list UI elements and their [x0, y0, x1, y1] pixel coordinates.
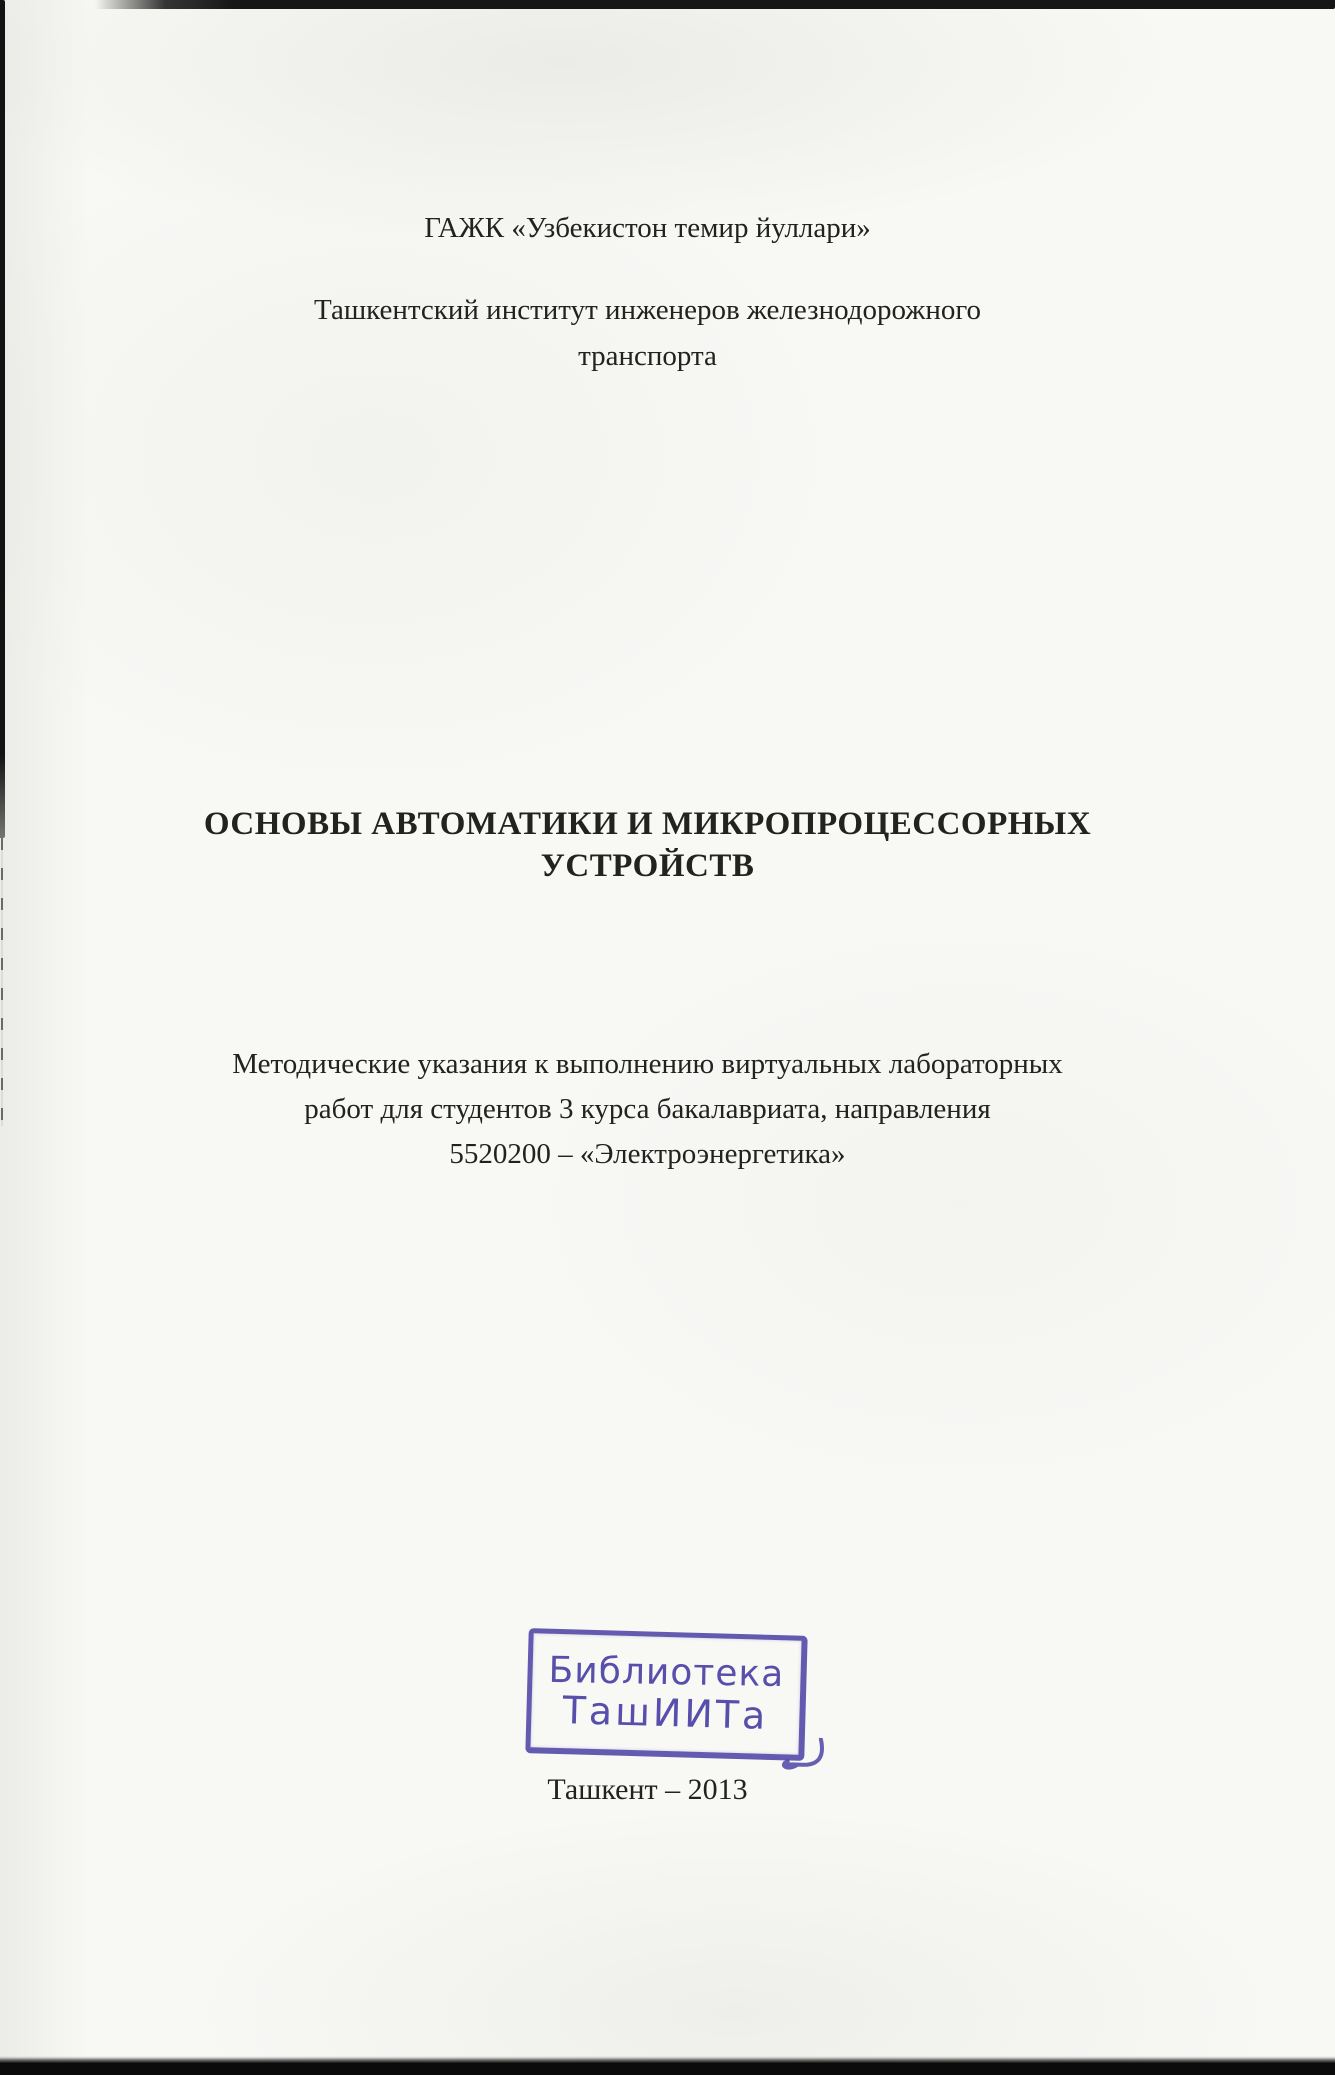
institute-name-line2: транспорта: [578, 340, 717, 372]
scan-edge-bottom: [0, 2056, 1335, 2075]
scan-edge-top: [95, 0, 1335, 9]
organization-name: ГАЖК «Узбекистон темир йуллари»: [424, 212, 871, 244]
stamp-text-line1: Библиотека: [548, 1650, 785, 1696]
document-title-line2: УСТРОЙСТВ: [540, 848, 755, 884]
document-subtitle-line1: Методические указания к выполнению виртуальных лабораторных: [232, 1048, 1063, 1080]
document-subtitle-line3: 5520200 – «Электроэнергетика»: [449, 1138, 846, 1170]
scan-edge-left: [0, 0, 5, 838]
library-stamp: [525, 1628, 807, 1761]
imprint-city-year: Ташкент – 2013: [547, 1773, 748, 1806]
stamp-ink-squiggle-icon: [775, 1736, 829, 1775]
document-title-line1: ОСНОВЫ АВТОМАТИКИ И МИКРОПРОЦЕССОРНЫХ: [203, 806, 1092, 842]
document-subtitle-line2: работ для студентов 3 курса бакалавриата, направления: [304, 1093, 991, 1125]
stamp-text-line2: ТашИИТа: [562, 1688, 769, 1738]
institute-name-line1: Ташкентский институт инженеров железнодорожного: [313, 294, 982, 326]
